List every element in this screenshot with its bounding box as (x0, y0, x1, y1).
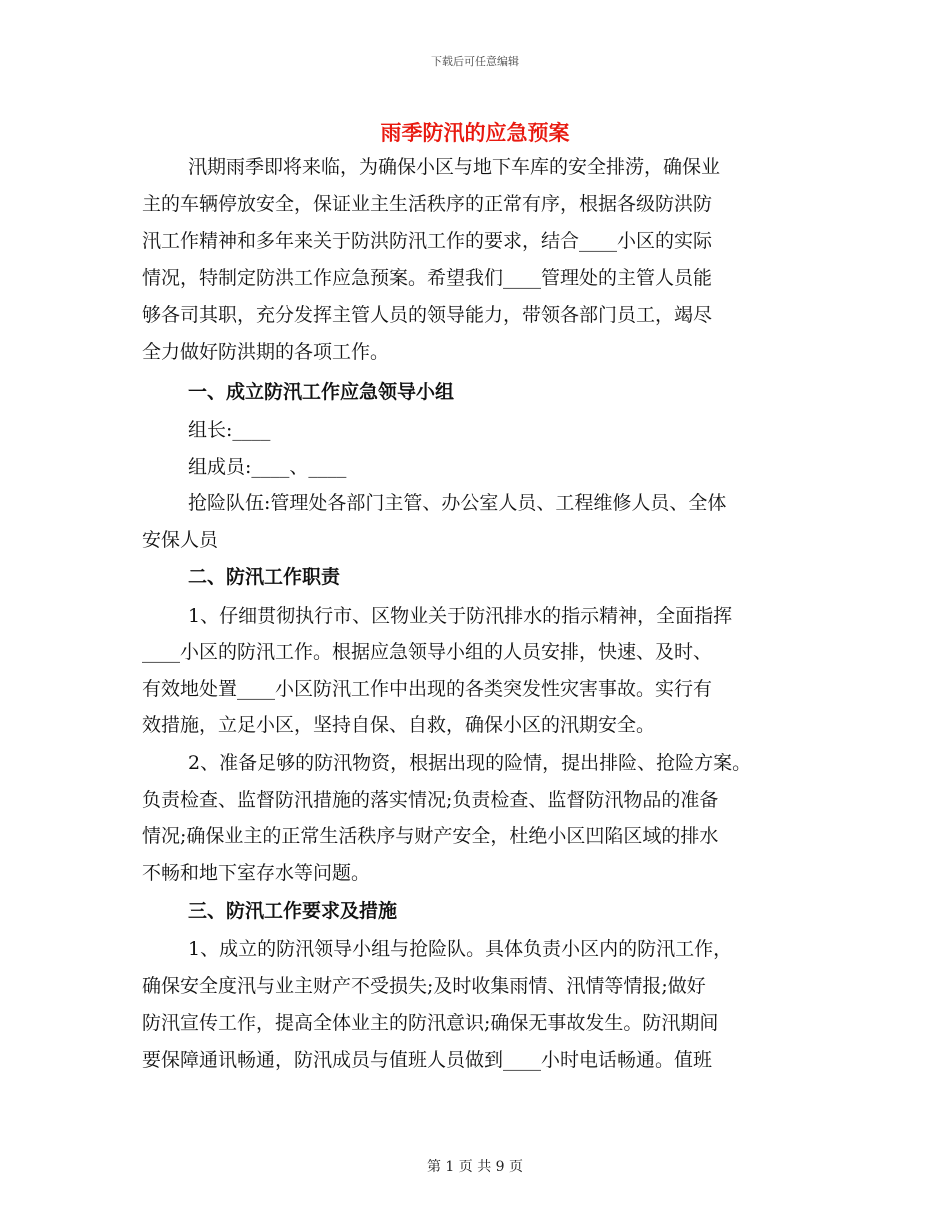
paragraph-line: 组长:____ (188, 419, 271, 441)
paragraph-line: 够各司其职，充分发挥主管人员的领导能力，带领各部门员工，竭尽 (142, 304, 713, 326)
paragraph-line: 汛期雨季即将来临，为确保小区与地下车库的安全排涝，确保业 (188, 156, 721, 178)
document-title: 雨季防汛的应急预案 (380, 120, 570, 145)
page-header-note: 下载后可任意编辑 (431, 55, 519, 68)
section-heading: 三、防汛工作要求及措施 (188, 900, 398, 922)
paragraph-line: 要保障通讯畅通，防汛成员与值班人员做到____小时电话畅通。值班 (142, 1049, 713, 1071)
paragraph-line: 全力做好防洪期的各项工作。 (142, 341, 390, 363)
paragraph-line: 1、成立的防汛领导小组与抢险队。具体负责小区内的防汛工作， (188, 938, 733, 960)
paragraph-line: 组成员:____、____ (188, 456, 347, 478)
paragraph-line: ____小区的防汛工作。根据应急领导小组的人员安排，快速、及时、 (142, 641, 713, 663)
paragraph-line: 情况;确保业主的正常生活秩序与财产安全，杜绝小区凹陷区域的排水 (142, 825, 719, 847)
paragraph-line: 抢险队伍:管理处各部门主管、办公室人员、工程维修人员、全体 (188, 492, 727, 514)
paragraph-line: 2、准备足够的防汛物资，根据出现的险情，提出排险、抢险方案。 (188, 752, 752, 774)
paragraph-line: 防汛宣传工作，提高全体业主的防汛意识;确保无事故发生。防汛期间 (142, 1012, 719, 1034)
paragraph-line: 负责检查、监督防汛措施的落实情况;负责检查、监督防汛物品的准备 (142, 789, 719, 811)
paragraph-line: 1、仔细贯彻执行市、区物业关于防汛排水的指示精神，全面指挥 (188, 605, 733, 627)
paragraph-line: 主的车辆停放安全，保证业主生活秩序的正常有序，根据各级防洪防 (142, 193, 713, 215)
paragraph-line: 情况，特制定防洪工作应急预案。希望我们____管理处的主管人员能 (142, 267, 713, 289)
paragraph-line: 汛工作精神和多年来关于防洪防汛工作的要求，结合____小区的实际 (142, 230, 713, 252)
section-heading: 二、防汛工作职责 (188, 566, 341, 588)
paragraph-line: 效措施，立足小区，坚持自保、自救，确保小区的汛期安全。 (142, 714, 656, 736)
paragraph-line: 安保人员 (142, 529, 219, 551)
paragraph-line: 不畅和地下室存水等问题。 (142, 862, 371, 884)
page-number: 第 1 页 共 9 页 (426, 1159, 524, 1175)
section-heading: 一、成立防汛工作应急领导小组 (188, 381, 455, 403)
paragraph-line: 确保安全度汛与业主财产不受损失;及时收集雨情、汛情等情报;做好 (142, 975, 706, 997)
paragraph-line: 有效地处置____小区防汛工作中出现的各类突发性灾害事故。实行有 (142, 678, 713, 700)
